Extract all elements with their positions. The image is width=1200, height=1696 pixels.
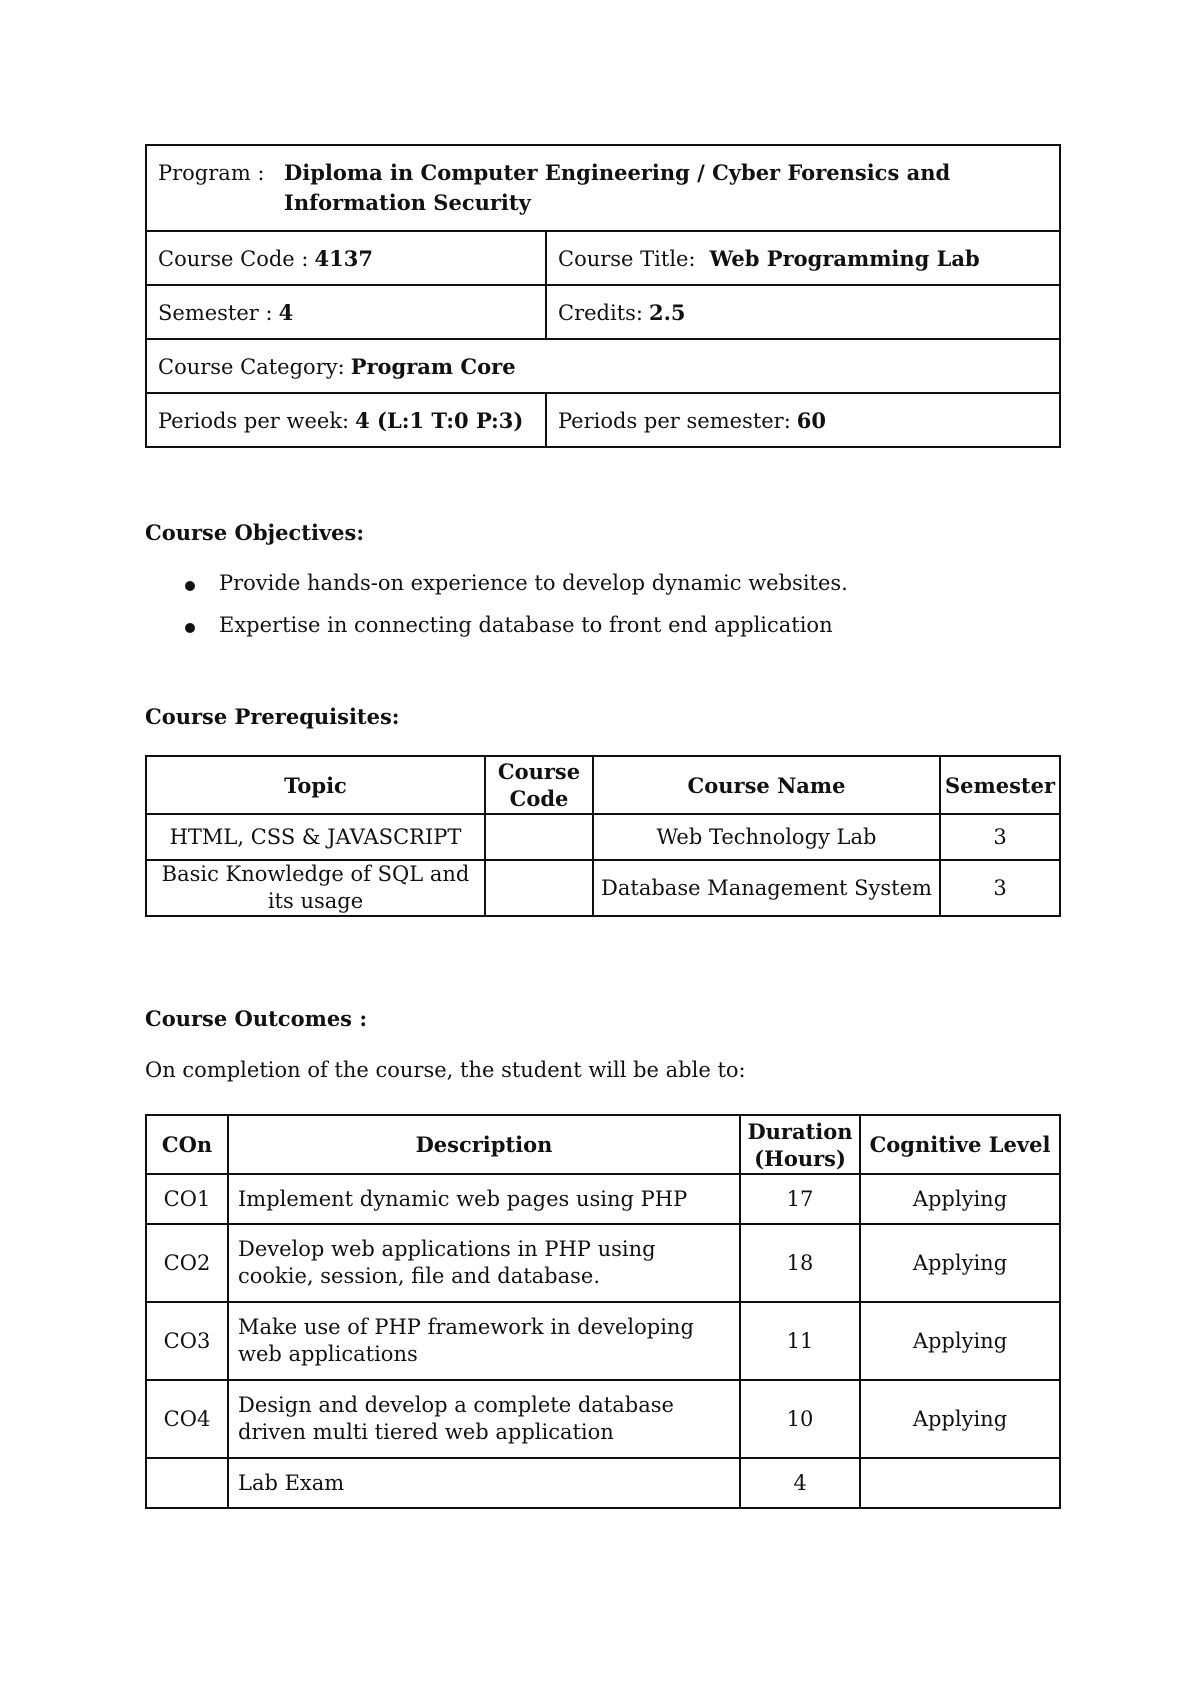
table-row xyxy=(146,1224,1060,1302)
table-row xyxy=(146,1380,1060,1458)
prereq-header-code: Course Code xyxy=(485,756,593,814)
prerequisites-table xyxy=(145,755,1061,917)
table-row xyxy=(146,860,1060,916)
prereq-header-semester: Semester xyxy=(940,756,1060,814)
outcome-level xyxy=(860,1458,1060,1508)
outcome-level: Applying xyxy=(860,1380,1060,1458)
outcome-header-duration: Duration (Hours) xyxy=(740,1115,860,1174)
outcome-duration: 10 xyxy=(740,1380,860,1458)
course-code-cell xyxy=(146,231,546,285)
periods-week-value: 4 (L:1 T:0 P:3) xyxy=(355,407,524,433)
outcome-description: Make use of PHP framework in developing web applications xyxy=(228,1302,740,1380)
outcome-header-con: COn xyxy=(146,1115,228,1174)
course-code-label: Course Code : xyxy=(158,246,309,271)
semester-cell xyxy=(146,285,546,339)
table-row xyxy=(146,1302,1060,1380)
outcome-con: CO1 xyxy=(146,1174,228,1224)
outcome-duration: 11 xyxy=(740,1302,860,1380)
semester-label: Semester : xyxy=(158,300,273,325)
periods-semester-value: 60 xyxy=(796,407,827,433)
outcome-duration: 18 xyxy=(740,1224,860,1302)
prereq-name: Database Management System xyxy=(593,860,940,916)
outcome-con: CO3 xyxy=(146,1302,228,1380)
prereq-header-name: Course Name xyxy=(593,756,940,814)
outcome-header-level: Cognitive Level xyxy=(860,1115,1060,1174)
syllabus-page xyxy=(145,144,1059,1495)
course-title-value: Web Programming Lab xyxy=(709,245,980,271)
program-label: Program : xyxy=(158,161,265,185)
outcome-con: CO2 xyxy=(146,1224,228,1302)
prereq-header-topic: Topic xyxy=(146,756,485,814)
table-row xyxy=(146,1174,1060,1224)
table-row xyxy=(146,814,1060,860)
outcomes-heading: Course Outcomes : xyxy=(145,1006,368,1031)
program-cell xyxy=(146,145,1060,231)
outcome-description: Lab Exam xyxy=(228,1458,740,1508)
outcome-description: Develop web applications in PHP using cookie, session, file and database. xyxy=(228,1224,740,1302)
credits-value: 2.5 xyxy=(648,299,686,325)
periods-week-label: Periods per week: xyxy=(158,408,350,433)
prereq-topic: Basic Knowledge of SQL and its usage xyxy=(146,860,485,916)
outcome-level: Applying xyxy=(860,1224,1060,1302)
semester-value: 4 xyxy=(278,299,294,325)
prereq-code xyxy=(485,860,593,916)
bullet-icon xyxy=(185,623,195,633)
outcome-description: Design and develop a complete database driven multi tiered web application xyxy=(228,1380,740,1458)
prereq-semester: 3 xyxy=(940,814,1060,860)
course-code-value: 4137 xyxy=(314,245,373,271)
course-info-table xyxy=(145,144,1061,448)
prereq-topic: HTML, CSS & JAVASCRIPT xyxy=(146,814,485,860)
outcome-con xyxy=(146,1458,228,1508)
credits-cell xyxy=(546,285,1060,339)
category-value: Program Core xyxy=(350,353,516,379)
prereq-semester: 3 xyxy=(940,860,1060,916)
outcomes-intro: On completion of the course, the student will be able to: xyxy=(145,1058,746,1082)
outcome-level: Applying xyxy=(860,1302,1060,1380)
prereq-code xyxy=(485,814,593,860)
outcome-duration: 17 xyxy=(740,1174,860,1224)
credits-label: Credits: xyxy=(558,300,643,325)
objective-text: Provide hands-on experience to develop dynamic websites. xyxy=(219,571,848,595)
course-title-cell xyxy=(546,231,1060,285)
outcome-con: CO4 xyxy=(146,1380,228,1458)
outcome-header-description: Description xyxy=(228,1115,740,1174)
course-title-label: Course Title: xyxy=(558,246,696,271)
objective-text: Expertise in connecting database to front end application xyxy=(219,613,833,637)
outcome-description: Implement dynamic web pages using PHP xyxy=(228,1174,740,1224)
bullet-icon xyxy=(185,581,195,591)
periods-week-cell xyxy=(146,393,546,447)
periods-semester-label: Periods per semester: xyxy=(558,408,791,433)
program-value: Diploma in Computer Engineering / Cyber Forensics and Information Security xyxy=(284,160,951,215)
category-cell xyxy=(146,339,1060,393)
prerequisites-heading: Course Prerequisites: xyxy=(145,704,400,729)
outcome-duration: 4 xyxy=(740,1458,860,1508)
outcome-level: Applying xyxy=(860,1174,1060,1224)
prereq-name: Web Technology Lab xyxy=(593,814,940,860)
objectives-heading: Course Objectives: xyxy=(145,520,365,545)
periods-semester-cell xyxy=(546,393,1060,447)
table-row xyxy=(146,1458,1060,1508)
outcomes-table xyxy=(145,1114,1061,1509)
category-label: Course Category: xyxy=(158,354,345,379)
